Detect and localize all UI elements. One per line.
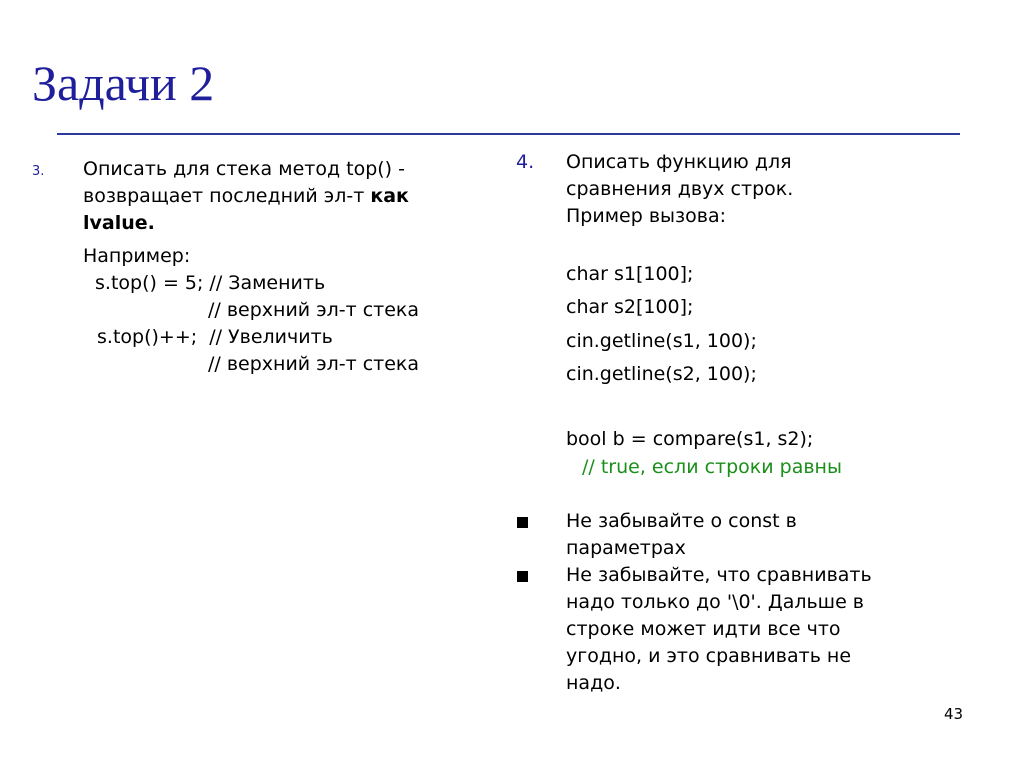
task-3-code-line: s.top() = 5; // Заменить (95, 272, 326, 294)
task-3-code-line: // верхний эл-т стека (208, 299, 420, 321)
task-4-code-line: cin.getline(s1, 100); (566, 330, 757, 352)
task-3-example-label: Например: (83, 245, 191, 267)
task-3-line-2-bold: как (370, 185, 409, 207)
note-2-line: строке может идти все что (566, 618, 841, 640)
task-3-number: 3. (32, 164, 45, 179)
task-4-comment: // true, если строки равны (582, 456, 842, 478)
note-2-line: надо только до '\0'. Дальше в (566, 591, 864, 613)
task-3-code-line: // верхний эл-т стека (208, 353, 420, 375)
square-bullet-icon (517, 517, 528, 528)
page-number: 43 (944, 705, 964, 723)
note-2-line: Не забывайте, что сравнивать (566, 564, 872, 586)
task-3-code-line: s.top()++; // Увеличить (97, 326, 333, 348)
note-2-line: угодно, и это сравнивать не (566, 645, 852, 667)
task-4-number: 4. (516, 151, 535, 173)
slide-title: Задачи 2 (32, 55, 215, 111)
task-4-desc-line: сравнения двух строк. (566, 178, 794, 200)
task-3-line-1: Описать для стека метод top() - (83, 158, 405, 180)
task-3-line-3: lvalue. (83, 212, 155, 234)
task-3-line-2 (83, 185, 409, 207)
task-4-code-line: char s1[100]; (566, 263, 694, 285)
task-4-code-line: cin.getline(s2, 100); (566, 363, 757, 385)
task-3-line-2-text: возвращает последний эл-т (83, 185, 371, 207)
task-4-code-line: char s2[100]; (566, 296, 694, 318)
note-1-line: параметрах (566, 537, 686, 559)
task-4-compare-line: bool b = compare(s1, s2); (566, 428, 814, 450)
task-4-desc-line: Описать функцию для (566, 151, 792, 173)
note-2-line: надо. (566, 672, 621, 694)
title-divider (57, 133, 960, 135)
note-1-line: Не забывайте о const в (566, 510, 797, 532)
square-bullet-icon (517, 571, 528, 582)
task-4-desc-line: Пример вызова: (566, 205, 726, 227)
